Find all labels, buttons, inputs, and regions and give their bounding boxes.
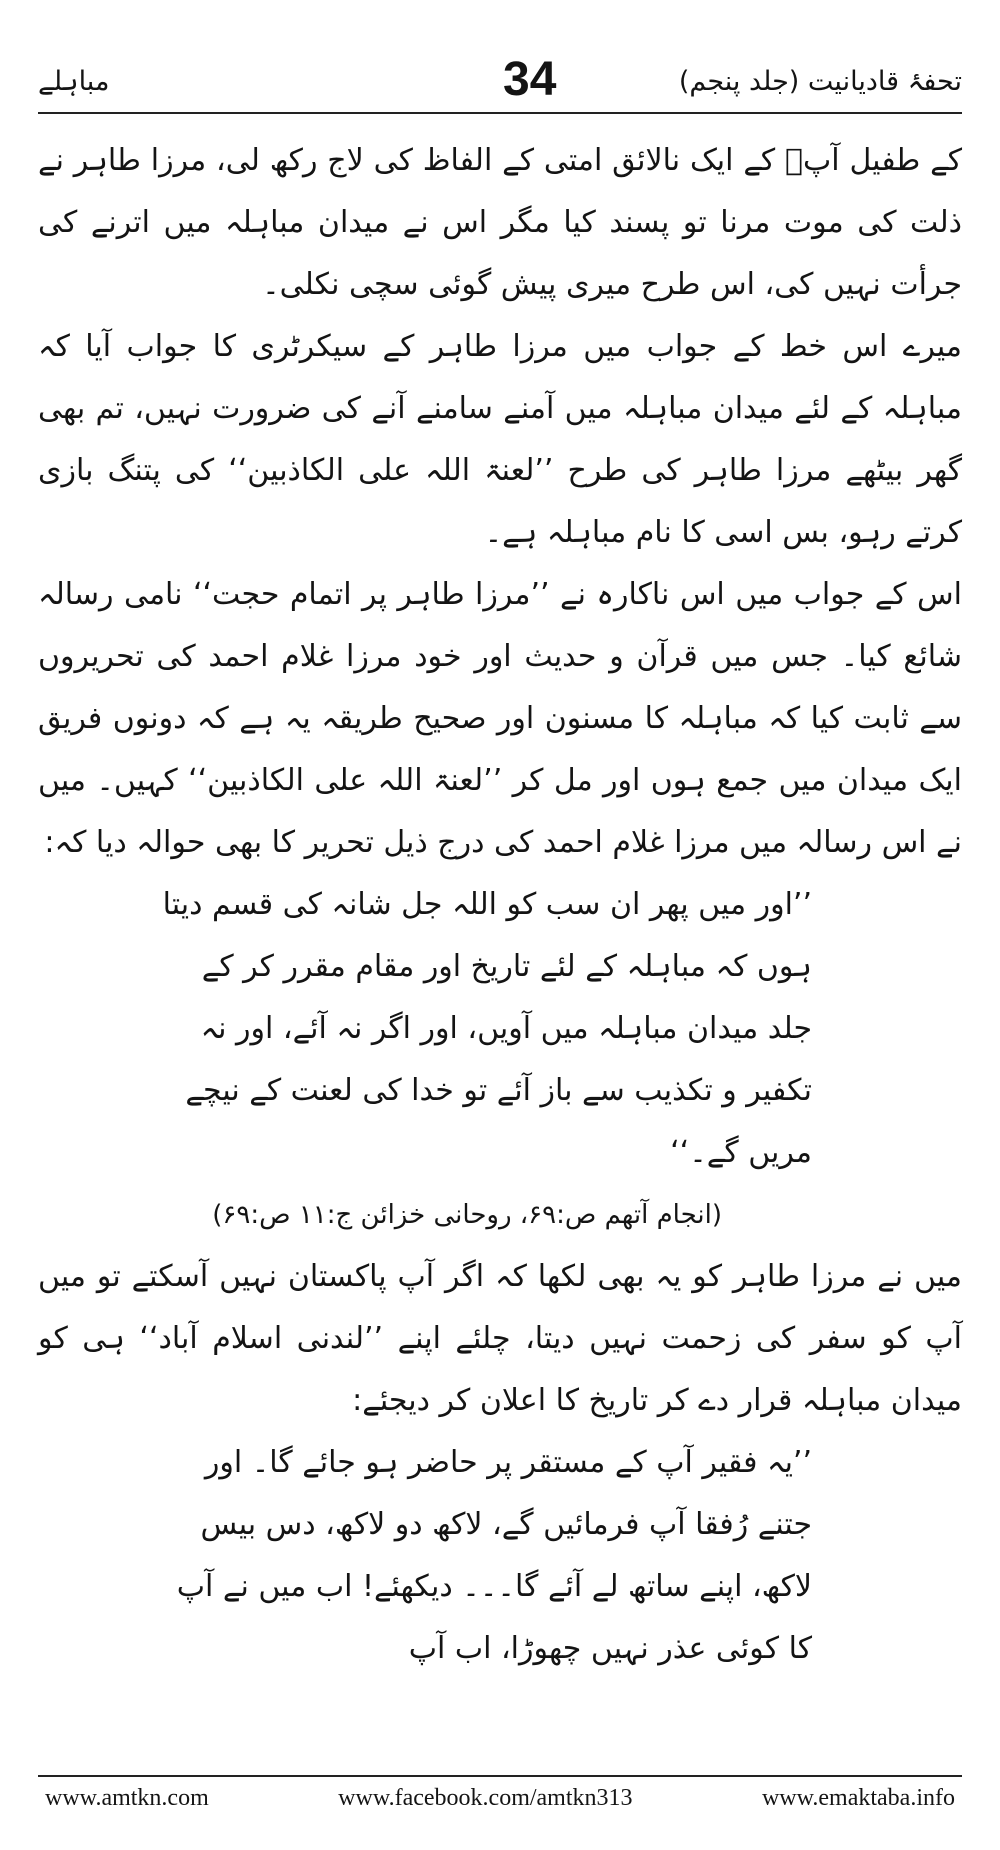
- paragraph-2: میرے اس خط کے جواب میں مرزا طاہر کے سیکرٹری کا جواب آیا کہ مباہلہ کے لئے میدان مباہلہ میں آمنے سامنے آنے کی ضرورت نہیں، تم بھی گھر بیٹھے مرزا طاہر کی طرح ’’لعنۃ اللہ علی الکاذبین‘‘ کی پتنگ بازی کرتے رہو، بس اسی کا نام مباہلہ ہے۔: [38, 329, 962, 550]
- citation-reference: (انجام آتھم ص:۶۹، روحانی خزائن ج:۱۱ ص:۶۹): [212, 1200, 722, 1230]
- page-footer: [45, 1785, 955, 1812]
- chapter-topic: مباہلے: [38, 66, 110, 97]
- footer-link-amtkn[interactable]: www.amtkn.com: [45, 1785, 209, 1811]
- page-body: [38, 130, 962, 1680]
- footer-divider: [38, 1775, 962, 1777]
- paragraph-1: کے طفیل آپؐ کے ایک نالائق امتی کے الفاظ کی لاج رکھ لی، مرزا طاہر نے ذلت کی موت مرنا تو پسند کیا مگر اس نے میدان مباہلہ میں اترنے کی جرأت نہیں کی، اس طرح میری پیش گوئی سچی نکلی۔: [38, 143, 962, 302]
- block-quote-2: ’’یہ فقیر آپ کے مستقر پر حاضر ہو جائے گا۔ اور جتنے رُفقا آپ فرمائیں گے، لاکھ دو لاکھ، دس بیس لاکھ، اپنے ساتھ لے آئے گا۔۔۔ دیکھئے! اب میں نے آپ کا کوئی عذر نہیں چھوڑا، اب آپ: [176, 1445, 812, 1666]
- footer-link-emaktaba[interactable]: www.emaktaba.info: [761, 1785, 955, 1811]
- header-divider: [38, 112, 962, 114]
- footer-link-facebook[interactable]: www.facebook.com/amtkn313: [338, 1785, 633, 1811]
- page-header: [38, 52, 962, 112]
- paragraph-3: اس کے جواب میں اس ناکارہ نے ’’مرزا طاہر پر اتمام حجت‘‘ نامی رسالہ شائع کیا۔ جس میں قرآن و حدیث اور خود مرزا غلام احمد کی تحریروں سے ثابت کیا کہ مباہلہ کا مسنون اور صحیح طریقہ یہ ہے کہ دونوں فریق ایک میدان میں جمع ہوں اور مل کر ’’لعنۃ اللہ علی الکاذبین‘‘ کہیں۔ میں نے اس رسالہ میں مرزا غلام احمد کی درج ذیل تحریر کا بھی حوالہ دیا کہ:: [38, 577, 962, 860]
- page-number: 34: [503, 53, 557, 106]
- block-quote-1: ’’اور میں پھر ان سب کو اللہ جل شانہ کی قسم دیتا ہوں کہ مباہلہ کے لئے تاریخ اور مقام مقرر کر کے جلد میدان مباہلہ میں آویں، اور اگر نہ آئے، اور نہ تکفیر و تکذیب سے باز آئے تو خدا کی لعنت کے نیچے مریں گے۔‘‘: [162, 887, 812, 1170]
- book-title: تحفۂ قادیانیت (جلد پنجم): [678, 66, 962, 97]
- paragraph-4: میں نے مرزا طاہر کو یہ بھی لکھا کہ اگر آپ پاکستان نہیں آسکتے تو میں آپ کو سفر کی زحمت نہیں دیتا، چلئے اپنے ’’لندنی اسلام آباد‘‘ ہی کو میدان مباہلہ قرار دے کر تاریخ کا اعلان کر دیجئے:: [38, 1259, 962, 1418]
